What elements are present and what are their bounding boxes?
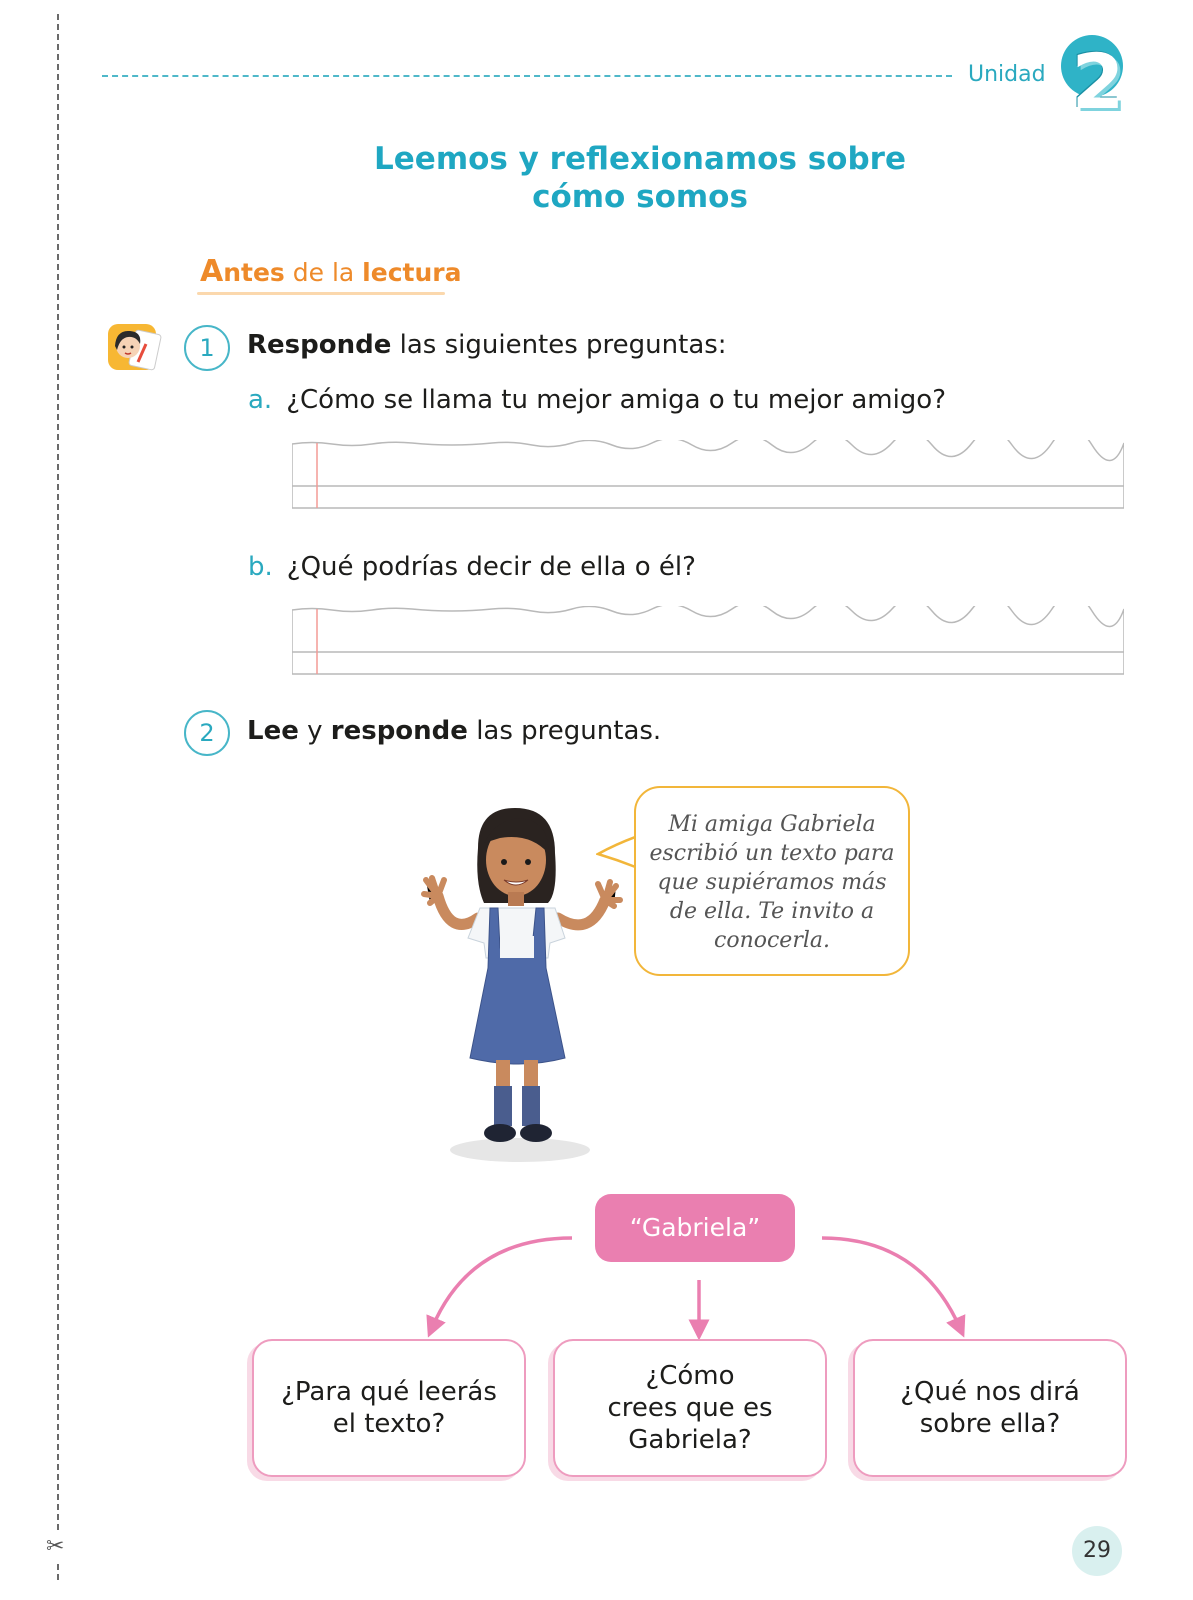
page-number: 29 (1072, 1526, 1122, 1576)
arrow-right (822, 1238, 960, 1328)
speech-bubble-line-2: escribió un texto para (649, 841, 895, 866)
cut-line (57, 14, 59, 1580)
question-2-verb1: Lee (247, 716, 299, 746)
diagram-box-description-line-3: Gabriela? (628, 1425, 752, 1455)
diagram-box-description-line-2: crees que es (607, 1393, 773, 1423)
speech-bubble-line-5: conocerla. (714, 928, 830, 953)
speech-bubble-line-4: de ella. Te invito a (669, 899, 875, 924)
speech-bubble-line-3: que supiéramos más (657, 870, 887, 895)
question-2-mid: y (298, 716, 331, 746)
diagram-box-description (553, 1339, 827, 1477)
question-1b-text: ¿Qué podrías decir de ella o él? (286, 552, 696, 582)
question-1a-text: ¿Cómo se llama tu mejor amiga o tu mejor amigo? (286, 385, 947, 415)
question-1b (248, 552, 696, 582)
scissors-icon: ✂ (46, 1534, 65, 1559)
question-1b-letter: b. (248, 552, 273, 582)
question-2-verb2: responde (330, 716, 468, 746)
section-heading-word3: lectura (362, 258, 462, 287)
page-title (300, 140, 980, 216)
diagram-box-purpose-line-2: el texto? (332, 1409, 446, 1439)
page-title-line1: Leemos y reflexionamos sobre (374, 141, 906, 177)
question-1a (248, 385, 946, 415)
diagram-box-purpose (252, 1339, 526, 1477)
question-1-text (247, 330, 727, 360)
unit-label: Unidad (968, 62, 1046, 87)
question-2-rest: las preguntas. (467, 716, 662, 746)
speech-bubble-text (646, 810, 898, 955)
header-rule (102, 75, 952, 77)
diagram-box-content-line-1: ¿Qué nos dirá (900, 1377, 1080, 1407)
speech-bubble-line-1: Mi amiga Gabriela (668, 812, 876, 837)
diagram-box-description-line-1: ¿Cómo (645, 1361, 735, 1391)
section-heading-word1: ntes (223, 258, 285, 287)
page-title-line2: cómo somos (532, 179, 748, 215)
arrow-left (432, 1238, 572, 1328)
diagram-box-purpose-line-1: ¿Para qué leerás (281, 1377, 497, 1407)
diagram-box-content (853, 1339, 1127, 1477)
question-1-rest: las siguientes preguntas: (391, 330, 727, 360)
question-number-1: 1 (184, 325, 230, 371)
section-heading-cap: A (200, 254, 224, 289)
section-heading-word2: de la (284, 258, 363, 287)
question-number-2: 2 (184, 710, 230, 756)
unit-number: 2 (1071, 37, 1125, 126)
answer-field-a[interactable] (292, 440, 1124, 510)
student-writing-icon (106, 322, 162, 374)
diagram-center-box: “Gabriela” (595, 1194, 795, 1262)
diagram-box-content-line-2: sobre ella? (919, 1409, 1061, 1439)
question-1-verb: Responde (247, 330, 392, 360)
question-1a-letter: a. (248, 385, 273, 415)
answer-field-b[interactable] (292, 606, 1124, 676)
question-2-text (247, 716, 661, 746)
section-heading (200, 254, 461, 289)
section-underline (197, 292, 445, 295)
